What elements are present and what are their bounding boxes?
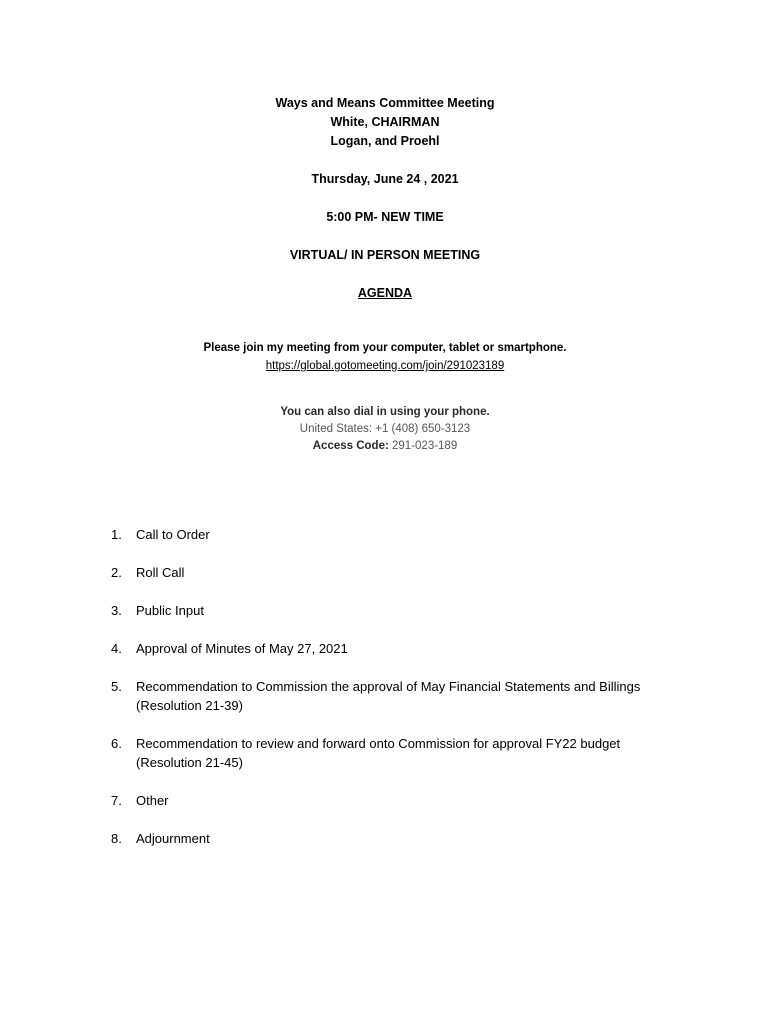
agenda-item-text: Call to Order: [136, 527, 210, 542]
agenda-item-number: 3.: [111, 603, 122, 618]
agenda-item-text: Public Input: [136, 603, 204, 618]
agenda-item-number: 2.: [111, 565, 122, 580]
agenda-item-number: 8.: [111, 831, 122, 846]
agenda-item: [111, 563, 711, 582]
agenda-item: [111, 829, 711, 848]
agenda-list: [111, 525, 711, 867]
agenda-item-main: Recommendation to Commission the approval of May Financial Statements and Billings: [136, 679, 641, 694]
agenda-item-text: Other: [136, 793, 169, 808]
agenda-item-number: 1.: [111, 527, 122, 542]
join-info: [0, 339, 770, 375]
agenda-item-text: Approval of Minutes of May 27, 2021: [136, 641, 348, 656]
agenda-item: [111, 525, 711, 544]
committee-members: Logan, and Proehl: [330, 134, 440, 148]
chairman: White, CHAIRMAN: [330, 115, 440, 129]
agenda-item-number: 5.: [111, 679, 122, 694]
agenda-item: [111, 677, 711, 715]
agenda-item-number: 7.: [111, 793, 122, 808]
agenda-item-text: [136, 734, 711, 772]
agenda-item-number: 6.: [111, 736, 122, 751]
agenda-title: AGENDA: [357, 286, 413, 300]
agenda-item: [111, 601, 711, 620]
dial-info: [0, 404, 770, 455]
agenda-item-number: 4.: [111, 641, 122, 656]
agenda-item: [111, 734, 711, 772]
access-code-line: [0, 438, 770, 455]
agenda-item: [111, 791, 711, 810]
agenda-item: [111, 639, 711, 658]
agenda-item-main: Recommendation to review and forward onto Commission for approval FY22 budget: [136, 736, 621, 751]
meeting-header: [0, 94, 770, 303]
agenda-item-text: [136, 677, 711, 715]
meeting-date: Thursday, June 24 , 2021: [311, 172, 459, 186]
meeting-name: Ways and Means Committee Meeting: [275, 96, 495, 110]
join-instruction: Please join my meeting from your computer, tablet or smartphone.: [203, 342, 567, 354]
meeting-format: VIRTUAL/ IN PERSON MEETING: [289, 248, 481, 262]
agenda-item-resolution: (Resolution 21-45): [136, 755, 243, 770]
phone-number: United States: +1 (408) 650-3123: [299, 423, 471, 435]
access-code-label: Access Code:: [312, 440, 389, 452]
agenda-item-text: Roll Call: [136, 565, 185, 580]
meeting-time: 5:00 PM- NEW TIME: [326, 210, 444, 224]
meeting-link[interactable]: https://global.gotomeeting.com/join/291023189: [265, 360, 505, 372]
agenda-item-text: Adjournment: [136, 831, 210, 846]
access-code-value: 291-023-189: [388, 440, 458, 452]
dial-instruction: You can also dial in using your phone.: [280, 406, 490, 418]
agenda-item-resolution: (Resolution 21-39): [136, 698, 243, 713]
